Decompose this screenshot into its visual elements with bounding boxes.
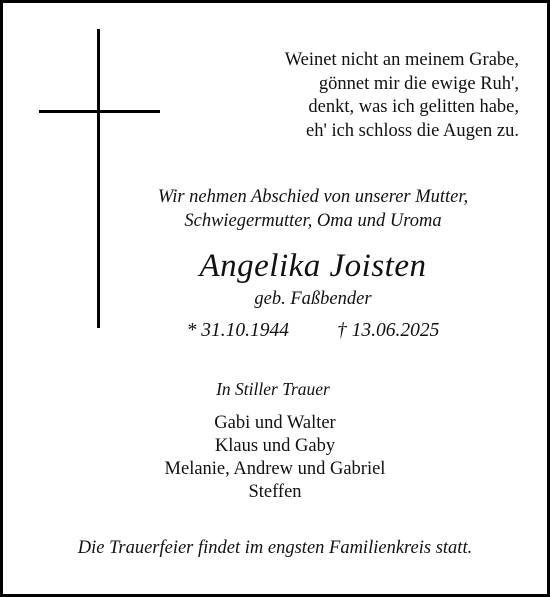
- mourner-name: Steffen: [248, 482, 302, 502]
- intro-line: Schwiegermutter, Oma und Uroma: [184, 210, 442, 231]
- death-date: † 13.06.2025: [337, 320, 440, 341]
- intro-line: Wir nehmen Abschied von unserer Mutter,: [157, 187, 469, 207]
- funeral-note: Die Trauerfeier findet im engsten Familienkreis statt.: [77, 538, 473, 558]
- mourner-name: Klaus und Gaby: [214, 436, 336, 456]
- poem-line: denkt, was ich gelitten habe,: [308, 97, 519, 118]
- life-dates: [93, 319, 533, 343]
- birth-date: * 31.10.1944: [186, 320, 289, 341]
- maiden-name: geb. Faßbender: [254, 289, 372, 309]
- memorial-poem: [285, 49, 519, 143]
- farewell-intro: [93, 186, 533, 233]
- mourning-heading: In Stiller Trauer: [216, 379, 330, 399]
- mourners-list: [3, 412, 547, 504]
- mourner-name: Gabi und Walter: [214, 413, 336, 433]
- poem-line: eh' ich schloss die Augen zu.: [306, 120, 519, 141]
- poem-line: gönnet mir die ewige Ruh',: [318, 73, 519, 94]
- mourner-name: Melanie, Andrew und Gabriel: [164, 459, 386, 479]
- poem-line: Weinet nicht an meinem Grabe,: [284, 50, 519, 70]
- deceased-name: Angelika Joisten: [199, 248, 427, 284]
